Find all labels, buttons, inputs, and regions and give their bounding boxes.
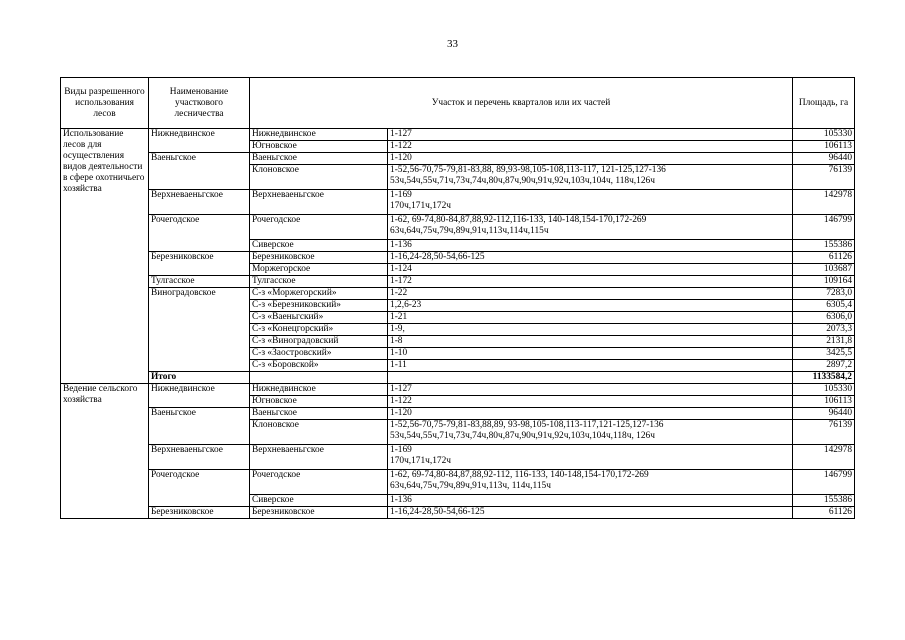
area-cell: 142978	[793, 190, 855, 215]
site-cell: Рочегодское	[250, 215, 388, 240]
area-cell: 106113	[793, 396, 855, 408]
quarters-cell	[388, 215, 793, 240]
quarters-cell	[388, 420, 793, 445]
site-cell: Нижнедвинское	[250, 129, 388, 141]
site-cell: Ваеньгское	[250, 408, 388, 420]
page-number: 33	[447, 38, 458, 50]
forestry-cell: Нижнедвинское	[149, 129, 250, 153]
quarters-line: 1-62, 69-74,80-84,87,88,92-112, 116-133, 140-148,154-170,172-269	[390, 470, 649, 480]
site-cell: С-з «Виноградовский	[250, 336, 388, 348]
table-row	[61, 507, 855, 519]
area-cell: 155386	[793, 240, 855, 252]
quarters-cell: 1-136	[388, 495, 793, 507]
table-row	[61, 384, 855, 396]
site-cell: Сиверское	[250, 240, 388, 252]
quarters-cell: 1,2,6-23	[388, 300, 793, 312]
empty-cell	[250, 372, 388, 384]
quarters-cell: 1-9,	[388, 324, 793, 336]
site-cell: С-з «Моржегорский»	[250, 288, 388, 300]
header-area: Площадь, га	[793, 78, 855, 129]
quarters-line: 53ч,54ч,55ч,71ч,73ч,74ч,80ч,87ч,90ч,91ч,92ч,103ч,104ч, 118ч,126ч	[390, 176, 655, 186]
empty-cell	[388, 372, 793, 384]
site-cell: Ваеньгское	[250, 153, 388, 165]
quarters-cell: 1-120	[388, 408, 793, 420]
site-cell: С-з «Березниковский»	[250, 300, 388, 312]
forestry-cell: Ваеньгское	[149, 153, 250, 190]
table-row	[61, 252, 855, 264]
quarters-cell: 1-16,24-28,50-54,66-125	[388, 507, 793, 519]
site-cell: Нижнедвинское	[250, 384, 388, 396]
header-forestry: Наименование участкового лесничества	[149, 78, 250, 129]
total-row	[61, 372, 855, 384]
header-parcels: Участок и перечень кварталов или их частей	[250, 78, 793, 129]
table-row	[61, 445, 855, 470]
table-row	[61, 408, 855, 420]
area-cell: 105330	[793, 384, 855, 396]
area-cell: 146799	[793, 215, 855, 240]
forestry-cell: Рочегодское	[149, 215, 250, 252]
site-cell: Тулгасское	[250, 276, 388, 288]
quarters-cell: 1-21	[388, 312, 793, 324]
quarters-line: 1-62, 69-74,80-84,87,88,92-112,116-133, 140-148,154-170,172-269	[390, 215, 647, 225]
forestry-cell: Ваеньгское	[149, 408, 250, 445]
area-cell: 106113	[793, 141, 855, 153]
forest-use-table	[60, 77, 855, 519]
area-cell: 2897,2	[793, 360, 855, 372]
quarters-line: 53ч,54ч,55ч,71ч,73ч,74ч,80ч,87ч,90ч,91ч,92ч,103ч,104ч,118ч, 126ч	[390, 431, 655, 441]
quarters-line: 63ч,64ч,75ч,79ч,89ч,91ч,113ч,114ч,115ч	[390, 226, 549, 236]
area-cell: 6306,0	[793, 312, 855, 324]
site-cell: Клоновское	[250, 165, 388, 190]
quarters-line: 170ч,171ч,172ч	[390, 201, 452, 211]
site-cell: Сиверское	[250, 495, 388, 507]
area-cell: 105330	[793, 129, 855, 141]
table-row	[61, 288, 855, 300]
quarters-line: 1-52,56-70,75-79,81-83,88, 89,93-98,105-108,113-117, 121-125,127-136	[390, 165, 666, 175]
header-kind: Виды разрешенного использования лесов	[61, 78, 149, 129]
area-cell: 7283,0	[793, 288, 855, 300]
table-row	[61, 190, 855, 215]
forestry-cell: Виноградовское	[149, 288, 250, 372]
forestry-cell: Тулгасское	[149, 276, 250, 288]
quarters-cell	[388, 165, 793, 190]
table-row	[61, 470, 855, 495]
site-cell: С-з «Ваеньгский»	[250, 312, 388, 324]
area-cell: 103687	[793, 264, 855, 276]
table-row	[61, 276, 855, 288]
area-cell: 96440	[793, 153, 855, 165]
total-area: 1133584,2	[793, 372, 855, 384]
quarters-line: 1-52,56-70,75-79,81-83,88,89, 93-98,105-108,113-117,121-125,127-136	[390, 420, 664, 430]
quarters-cell: 1-8	[388, 336, 793, 348]
quarters-cell: 1-127	[388, 129, 793, 141]
area-cell: 96440	[793, 408, 855, 420]
site-cell: С-з «Заостровский»	[250, 348, 388, 360]
site-cell: Верхневаеньгское	[250, 190, 388, 215]
quarters-cell: 1-122	[388, 396, 793, 408]
quarters-line: 170ч,171ч,172ч	[390, 456, 452, 466]
header-row	[61, 78, 855, 129]
area-cell: 146799	[793, 470, 855, 495]
site-cell: С-з «Конецгорский»	[250, 324, 388, 336]
forestry-cell: Березниковское	[149, 507, 250, 519]
site-cell: Моржегорское	[250, 264, 388, 276]
quarters-cell: 1-136	[388, 240, 793, 252]
area-cell: 76139	[793, 165, 855, 190]
quarters-cell: 1-22	[388, 288, 793, 300]
area-cell: 155386	[793, 495, 855, 507]
quarters-cell: 1-127	[388, 384, 793, 396]
quarters-cell: 1-120	[388, 153, 793, 165]
quarters-cell: 1-122	[388, 141, 793, 153]
forestry-cell: Рочегодское	[149, 470, 250, 507]
quarters-line: 1-169	[390, 445, 412, 455]
quarters-cell: 1-16,24-28,50-54,66-125	[388, 252, 793, 264]
kind-cell: Использование лесов для осуществления видов деятельности в сфере охотничьего хозяйства	[61, 129, 149, 384]
site-cell: Верхневаеньгское	[250, 445, 388, 470]
quarters-cell: 1-172	[388, 276, 793, 288]
quarters-cell: 1-11	[388, 360, 793, 372]
site-cell: Югновское	[250, 396, 388, 408]
quarters-cell: 1-10	[388, 348, 793, 360]
table-row	[61, 215, 855, 240]
site-cell: Березниковское	[250, 252, 388, 264]
site-cell: Югновское	[250, 141, 388, 153]
site-cell: С-з «Боровской»	[250, 360, 388, 372]
area-cell: 2131,8	[793, 336, 855, 348]
forestry-cell: Верхневаеньгское	[149, 190, 250, 215]
forestry-cell: Нижнедвинское	[149, 384, 250, 408]
quarters-cell: 1-124	[388, 264, 793, 276]
forestry-cell: Березниковское	[149, 252, 250, 276]
quarters-line: 63ч,64ч,75ч,79ч,89ч,91ч,113ч, 114ч,115ч	[390, 481, 551, 491]
area-cell: 2073,3	[793, 324, 855, 336]
area-cell: 61126	[793, 252, 855, 264]
area-cell: 61126	[793, 507, 855, 519]
area-cell: 76139	[793, 420, 855, 445]
forestry-cell: Верхневаеньгское	[149, 445, 250, 470]
quarters-line: 1-169	[390, 190, 412, 200]
area-cell: 6305,4	[793, 300, 855, 312]
table-row	[61, 153, 855, 165]
quarters-cell	[388, 190, 793, 215]
site-cell: Клоновское	[250, 420, 388, 445]
area-cell: 142978	[793, 445, 855, 470]
area-cell: 109164	[793, 276, 855, 288]
kind-cell: Ведение сельского хозяйства	[61, 384, 149, 519]
area-cell: 3425,5	[793, 348, 855, 360]
table-row	[61, 129, 855, 141]
site-cell: Рочегодское	[250, 470, 388, 495]
quarters-cell	[388, 445, 793, 470]
quarters-cell	[388, 470, 793, 495]
total-label: Итого	[149, 372, 250, 384]
site-cell: Березниковское	[250, 507, 388, 519]
